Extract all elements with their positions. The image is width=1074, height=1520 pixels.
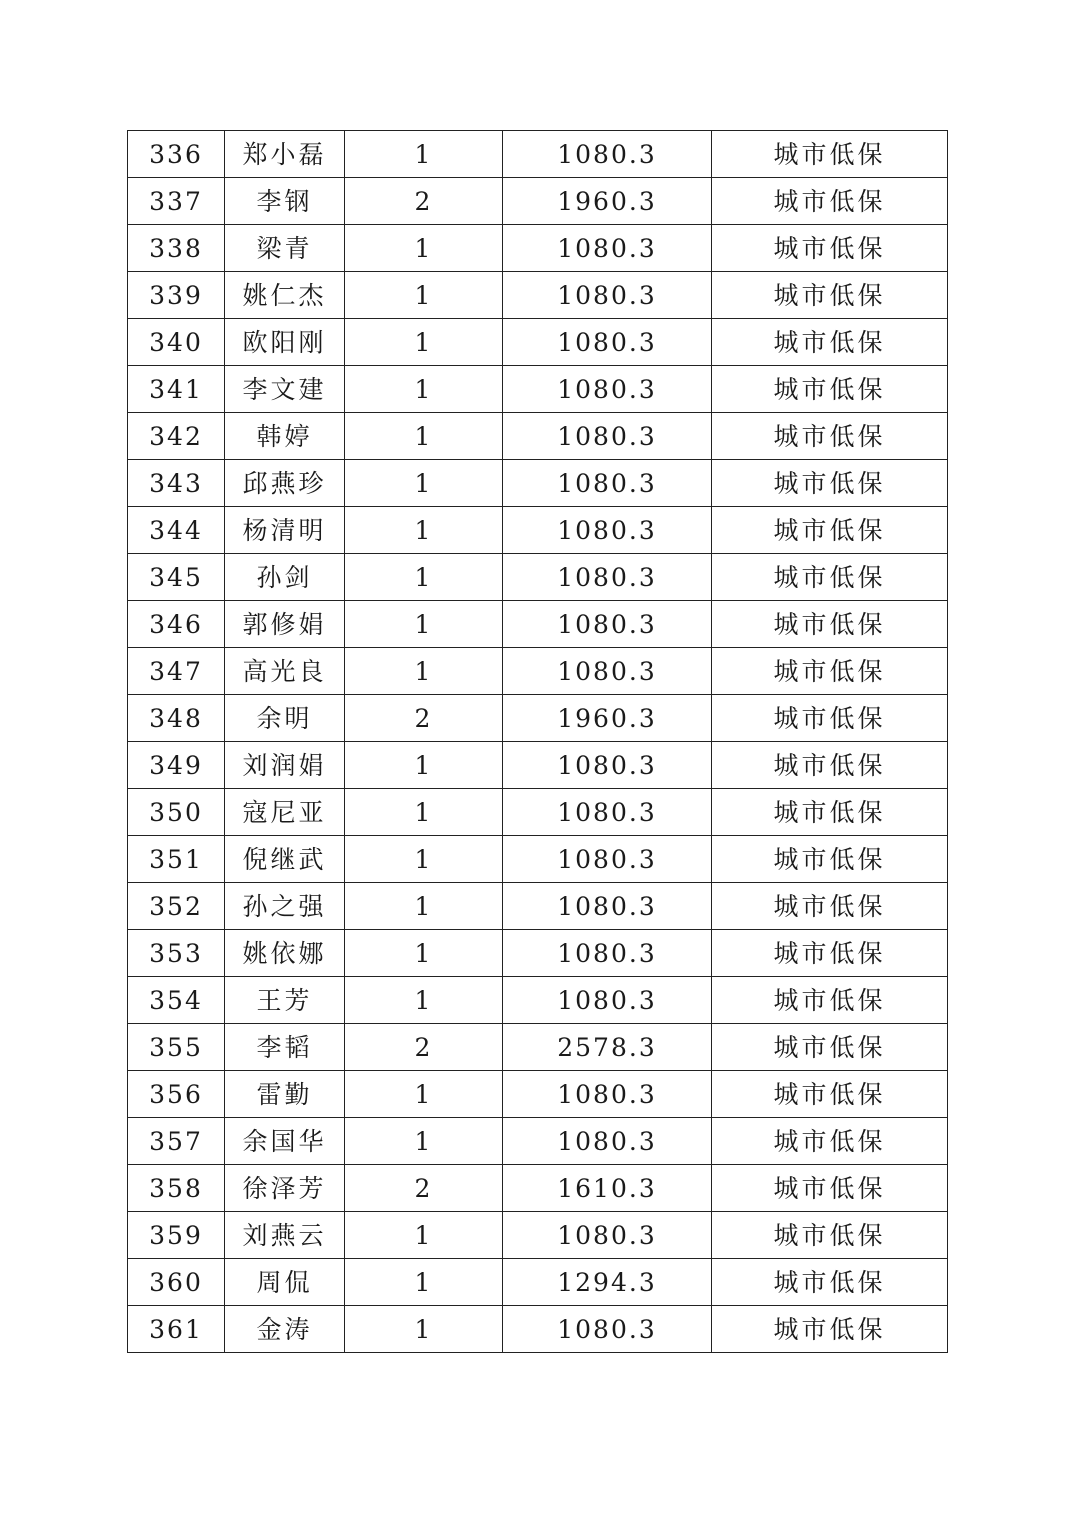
amount-cell: 1080.3 — [503, 789, 712, 836]
assistance-type-cell: 城市低保 — [712, 930, 948, 977]
household-count-cell: 1 — [345, 460, 503, 507]
table-row — [128, 225, 948, 272]
assistance-type-cell: 城市低保 — [712, 225, 948, 272]
household-count-cell: 1 — [345, 836, 503, 883]
household-count-cell: 2 — [345, 695, 503, 742]
assistance-type-cell: 城市低保 — [712, 460, 948, 507]
assistance-type-cell: 城市低保 — [712, 789, 948, 836]
assistance-type-cell: 城市低保 — [712, 1212, 948, 1259]
serial-number-cell: 354 — [128, 977, 225, 1024]
table-row — [128, 460, 948, 507]
assistance-type-cell: 城市低保 — [712, 742, 948, 789]
serial-number-cell: 347 — [128, 648, 225, 695]
name-cell: 杨清明 — [225, 507, 345, 554]
table-row — [128, 1024, 948, 1071]
assistance-type-cell: 城市低保 — [712, 648, 948, 695]
serial-number-cell: 348 — [128, 695, 225, 742]
household-count-cell: 1 — [345, 1259, 503, 1306]
serial-number-cell: 355 — [128, 1024, 225, 1071]
amount-cell: 1960.3 — [503, 695, 712, 742]
amount-cell: 1080.3 — [503, 413, 712, 460]
table-row — [128, 695, 948, 742]
amount-cell: 1080.3 — [503, 272, 712, 319]
table-row — [128, 930, 948, 977]
assistance-type-cell: 城市低保 — [712, 1306, 948, 1353]
amount-cell: 1080.3 — [503, 836, 712, 883]
household-count-cell: 1 — [345, 1118, 503, 1165]
table-row — [128, 1165, 948, 1212]
serial-number-cell: 357 — [128, 1118, 225, 1165]
household-count-cell: 1 — [345, 507, 503, 554]
assistance-roster-table — [127, 130, 948, 1353]
table-row — [128, 1071, 948, 1118]
table-row — [128, 131, 948, 178]
table-row — [128, 319, 948, 366]
serial-number-cell: 345 — [128, 554, 225, 601]
assistance-type-cell: 城市低保 — [712, 601, 948, 648]
household-count-cell: 2 — [345, 178, 503, 225]
name-cell: 李钢 — [225, 178, 345, 225]
table-row — [128, 178, 948, 225]
serial-number-cell: 337 — [128, 178, 225, 225]
name-cell: 雷勤 — [225, 1071, 345, 1118]
amount-cell: 1080.3 — [503, 507, 712, 554]
household-count-cell: 1 — [345, 883, 503, 930]
name-cell: 王芳 — [225, 977, 345, 1024]
serial-number-cell: 344 — [128, 507, 225, 554]
name-cell: 姚仁杰 — [225, 272, 345, 319]
serial-number-cell: 346 — [128, 601, 225, 648]
name-cell: 欧阳刚 — [225, 319, 345, 366]
name-cell: 郑小磊 — [225, 131, 345, 178]
household-count-cell: 1 — [345, 648, 503, 695]
serial-number-cell: 342 — [128, 413, 225, 460]
name-cell: 周侃 — [225, 1259, 345, 1306]
assistance-type-cell: 城市低保 — [712, 1071, 948, 1118]
table-row — [128, 272, 948, 319]
serial-number-cell: 343 — [128, 460, 225, 507]
serial-number-cell: 356 — [128, 1071, 225, 1118]
name-cell: 徐泽芳 — [225, 1165, 345, 1212]
assistance-type-cell: 城市低保 — [712, 366, 948, 413]
amount-cell: 1080.3 — [503, 319, 712, 366]
name-cell: 邱燕珍 — [225, 460, 345, 507]
table-row — [128, 977, 948, 1024]
assistance-type-cell: 城市低保 — [712, 131, 948, 178]
household-count-cell: 1 — [345, 272, 503, 319]
household-count-cell: 1 — [345, 742, 503, 789]
table-row — [128, 742, 948, 789]
table-row — [128, 789, 948, 836]
assistance-type-cell: 城市低保 — [712, 695, 948, 742]
household-count-cell: 2 — [345, 1165, 503, 1212]
assistance-type-cell: 城市低保 — [712, 836, 948, 883]
assistance-type-cell: 城市低保 — [712, 1165, 948, 1212]
amount-cell: 1610.3 — [503, 1165, 712, 1212]
assistance-type-cell: 城市低保 — [712, 272, 948, 319]
assistance-type-cell: 城市低保 — [712, 1024, 948, 1071]
serial-number-cell: 358 — [128, 1165, 225, 1212]
name-cell: 刘燕云 — [225, 1212, 345, 1259]
amount-cell: 1080.3 — [503, 883, 712, 930]
table-row — [128, 648, 948, 695]
serial-number-cell: 360 — [128, 1259, 225, 1306]
household-count-cell: 1 — [345, 319, 503, 366]
table-row — [128, 836, 948, 883]
name-cell: 姚依娜 — [225, 930, 345, 977]
name-cell: 余国华 — [225, 1118, 345, 1165]
name-cell: 高光良 — [225, 648, 345, 695]
name-cell: 李文建 — [225, 366, 345, 413]
name-cell: 倪继武 — [225, 836, 345, 883]
amount-cell: 1080.3 — [503, 648, 712, 695]
serial-number-cell: 353 — [128, 930, 225, 977]
household-count-cell: 1 — [345, 1306, 503, 1353]
serial-number-cell: 352 — [128, 883, 225, 930]
name-cell: 郭修娟 — [225, 601, 345, 648]
amount-cell: 1080.3 — [503, 1118, 712, 1165]
assistance-type-cell: 城市低保 — [712, 977, 948, 1024]
table-row — [128, 1306, 948, 1353]
amount-cell: 1960.3 — [503, 178, 712, 225]
household-count-cell: 1 — [345, 131, 503, 178]
household-count-cell: 1 — [345, 930, 503, 977]
amount-cell: 1080.3 — [503, 930, 712, 977]
amount-cell: 2578.3 — [503, 1024, 712, 1071]
amount-cell: 1080.3 — [503, 225, 712, 272]
household-count-cell: 1 — [345, 601, 503, 648]
serial-number-cell: 339 — [128, 272, 225, 319]
table-row — [128, 413, 948, 460]
name-cell: 刘润娟 — [225, 742, 345, 789]
household-count-cell: 1 — [345, 366, 503, 413]
name-cell: 梁青 — [225, 225, 345, 272]
amount-cell: 1080.3 — [503, 131, 712, 178]
name-cell: 韩婷 — [225, 413, 345, 460]
household-count-cell: 1 — [345, 554, 503, 601]
household-count-cell: 2 — [345, 1024, 503, 1071]
amount-cell: 1080.3 — [503, 742, 712, 789]
assistance-type-cell: 城市低保 — [712, 1118, 948, 1165]
table-row — [128, 366, 948, 413]
amount-cell: 1080.3 — [503, 601, 712, 648]
serial-number-cell: 341 — [128, 366, 225, 413]
name-cell: 余明 — [225, 695, 345, 742]
serial-number-cell: 351 — [128, 836, 225, 883]
assistance-type-cell: 城市低保 — [712, 413, 948, 460]
assistance-type-cell: 城市低保 — [712, 883, 948, 930]
household-count-cell: 1 — [345, 413, 503, 460]
amount-cell: 1080.3 — [503, 554, 712, 601]
serial-number-cell: 361 — [128, 1306, 225, 1353]
serial-number-cell: 349 — [128, 742, 225, 789]
name-cell: 孙之强 — [225, 883, 345, 930]
household-count-cell: 1 — [345, 225, 503, 272]
household-count-cell: 1 — [345, 789, 503, 836]
amount-cell: 1080.3 — [503, 366, 712, 413]
table-row — [128, 883, 948, 930]
household-count-cell: 1 — [345, 1212, 503, 1259]
table-row — [128, 554, 948, 601]
serial-number-cell: 359 — [128, 1212, 225, 1259]
table-row — [128, 1259, 948, 1306]
name-cell: 寇尼亚 — [225, 789, 345, 836]
table-row — [128, 1118, 948, 1165]
household-count-cell: 1 — [345, 1071, 503, 1118]
assistance-type-cell: 城市低保 — [712, 507, 948, 554]
serial-number-cell: 350 — [128, 789, 225, 836]
amount-cell: 1080.3 — [503, 1212, 712, 1259]
serial-number-cell: 338 — [128, 225, 225, 272]
amount-cell: 1080.3 — [503, 977, 712, 1024]
serial-number-cell: 340 — [128, 319, 225, 366]
amount-cell: 1080.3 — [503, 1071, 712, 1118]
household-count-cell: 1 — [345, 977, 503, 1024]
table-row — [128, 1212, 948, 1259]
assistance-type-cell: 城市低保 — [712, 319, 948, 366]
amount-cell: 1080.3 — [503, 1306, 712, 1353]
assistance-type-cell: 城市低保 — [712, 1259, 948, 1306]
table-row — [128, 601, 948, 648]
name-cell: 李韬 — [225, 1024, 345, 1071]
table-row — [128, 507, 948, 554]
assistance-type-cell: 城市低保 — [712, 178, 948, 225]
name-cell: 金涛 — [225, 1306, 345, 1353]
amount-cell: 1294.3 — [503, 1259, 712, 1306]
name-cell: 孙剑 — [225, 554, 345, 601]
amount-cell: 1080.3 — [503, 460, 712, 507]
roster-table-body — [128, 131, 948, 1353]
assistance-type-cell: 城市低保 — [712, 554, 948, 601]
serial-number-cell: 336 — [128, 131, 225, 178]
